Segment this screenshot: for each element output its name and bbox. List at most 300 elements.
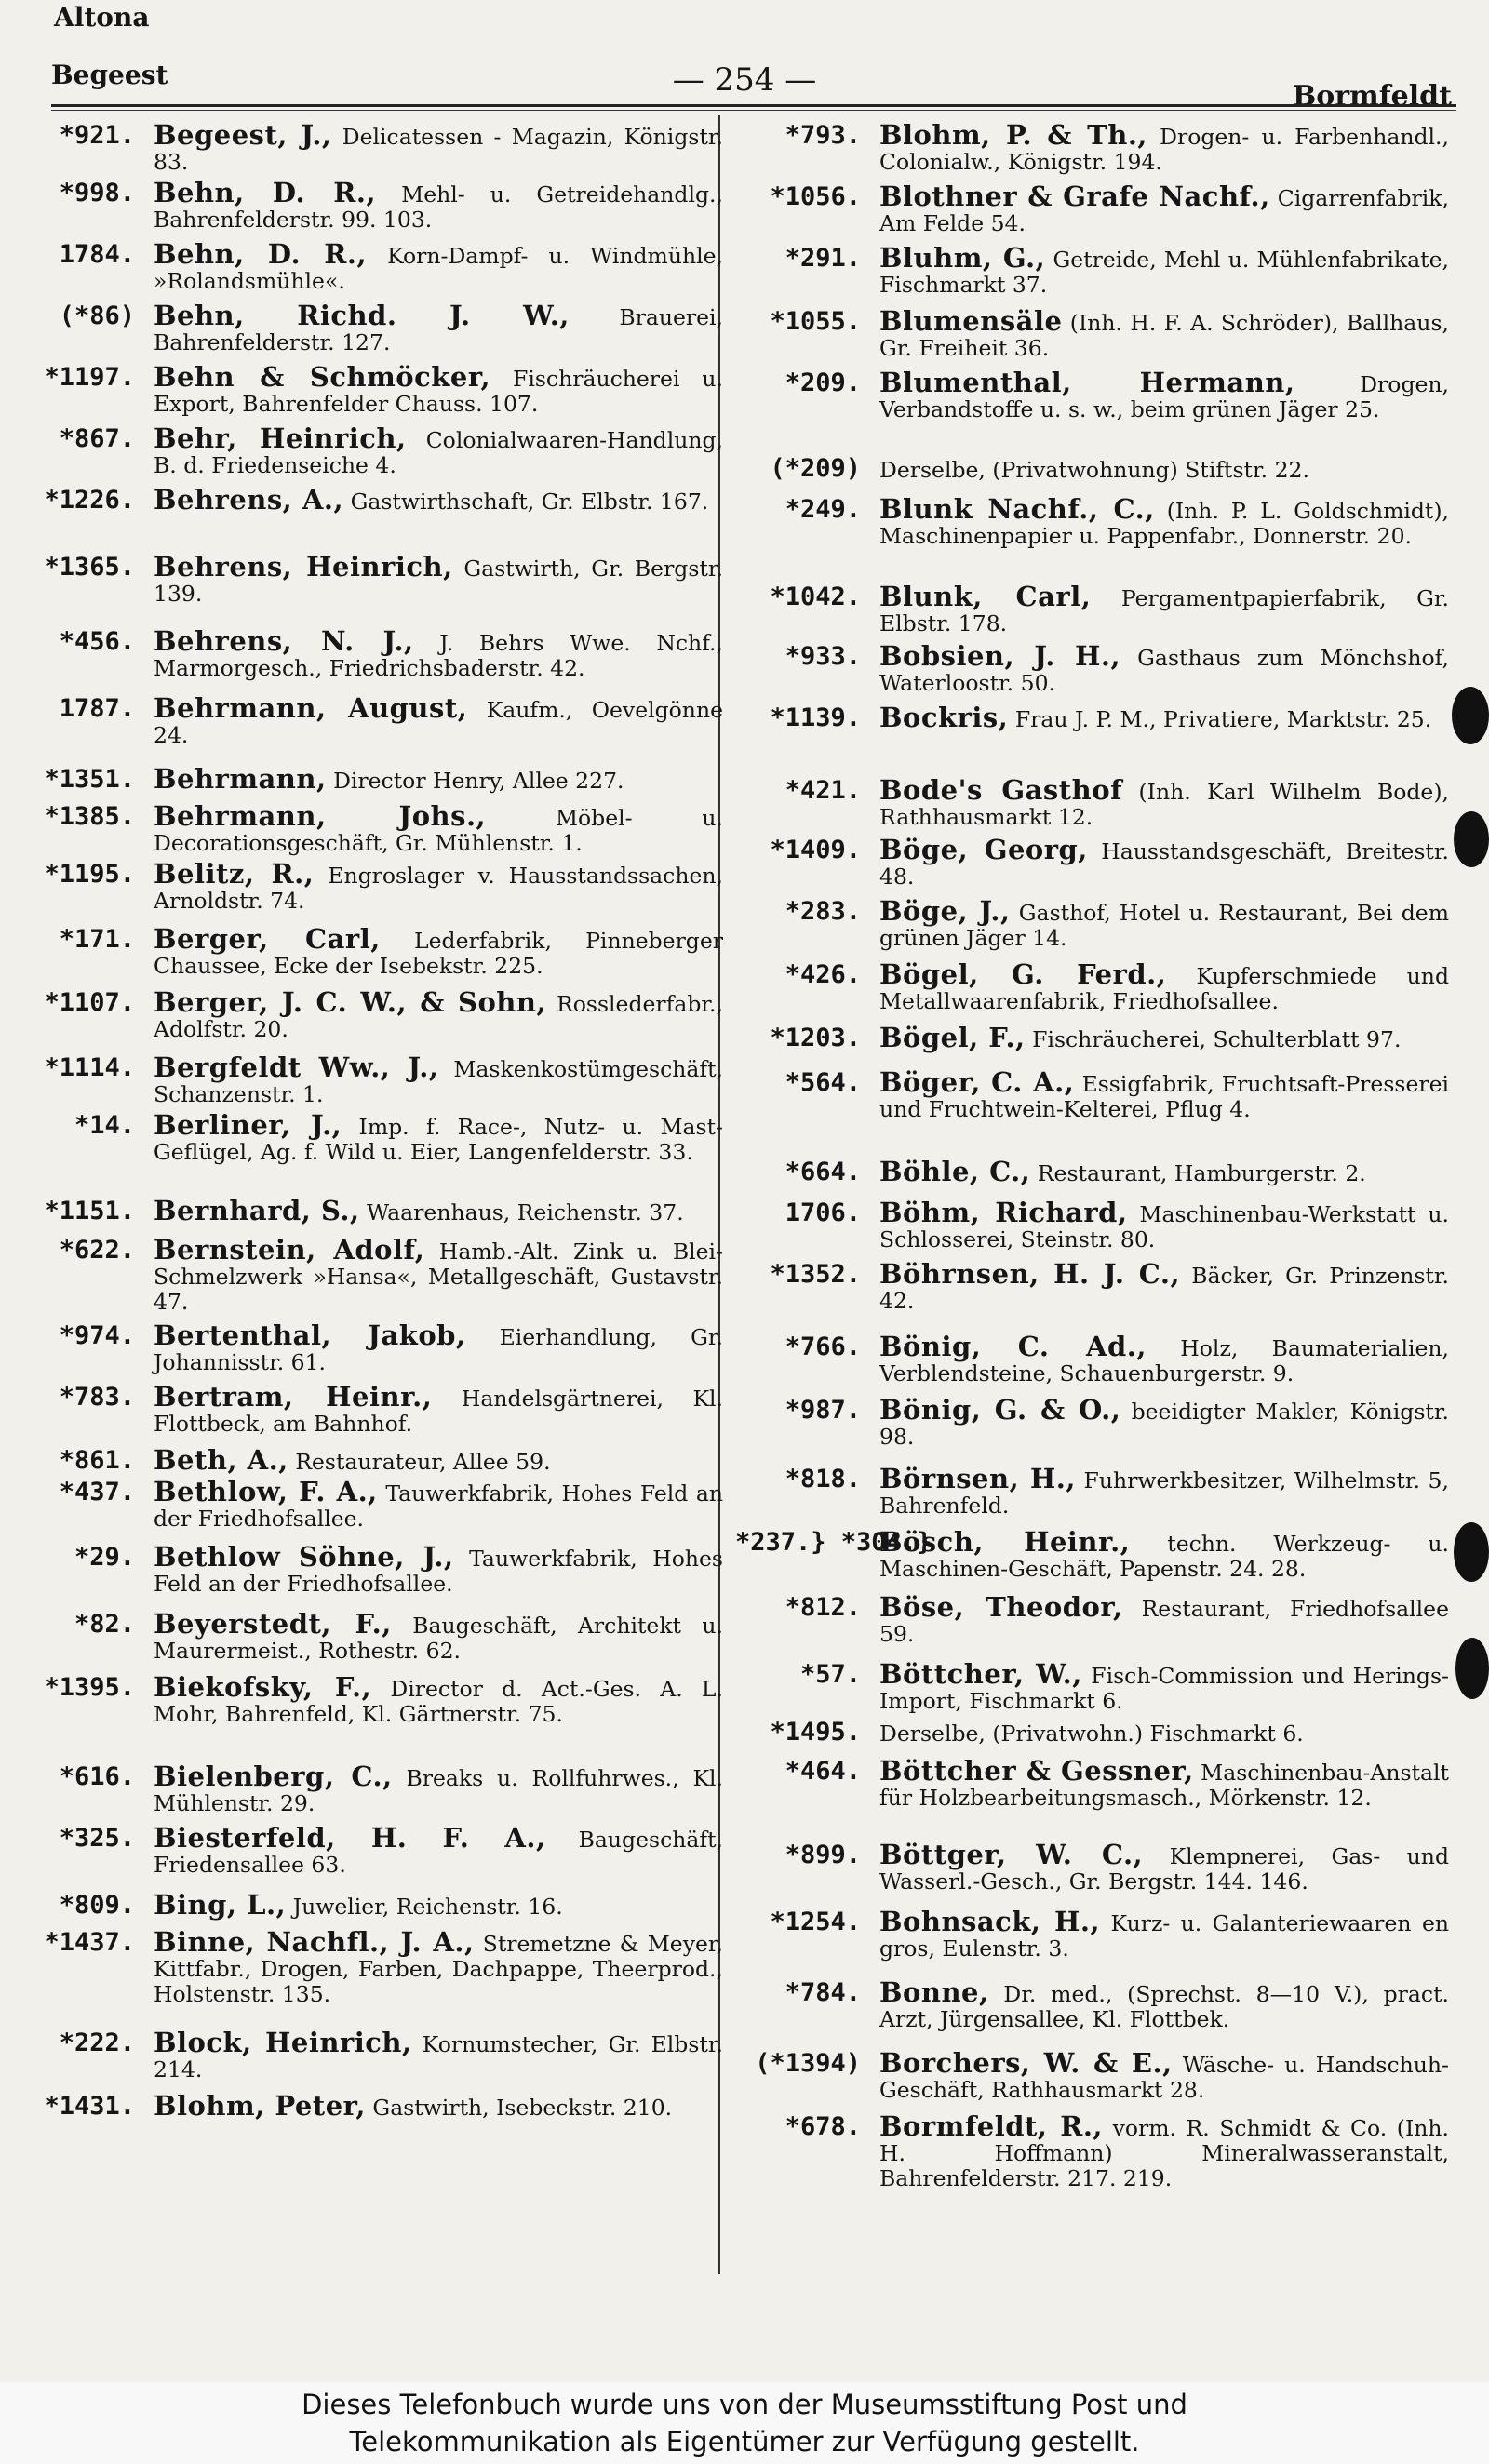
entry-text: [879, 834, 1456, 890]
phone-number: *1107.: [44, 988, 135, 1017]
directory-entry: [735, 1591, 1456, 1662]
entry-detail: Breaks u. Rollfuhrwes., Kl. Mühlenstr. 29.: [154, 1765, 723, 1816]
entry-text: [879, 181, 1456, 236]
phone-number: *809.: [59, 1891, 135, 1920]
left-column: [9, 119, 731, 2153]
directory-entry: [735, 181, 1456, 246]
entry-text: [879, 367, 1456, 422]
directory-entry: [735, 895, 1456, 962]
entry-text: [154, 763, 731, 795]
directory-entry: [735, 1658, 1456, 1720]
entry-text: [154, 119, 731, 175]
entry-detail: Kornumstecher, Gr. Elbstr. 214.: [154, 2031, 723, 2082]
entry-name: Belitz, R.,: [154, 858, 315, 890]
entry-text: [879, 640, 1456, 696]
directory-entry: [9, 923, 731, 990]
entry-text: [154, 1234, 731, 1315]
entry-text: [879, 2110, 1456, 2191]
entry-text: [879, 1658, 1456, 1714]
entry-name: Böttcher, W.,: [879, 1658, 1082, 1690]
directory-entry: [735, 1156, 1456, 1200]
entry-name: Beth, A.,: [154, 1444, 288, 1476]
entry-detail: Mehl- u. Getreidehandlg., Bahrenfelderstr. 99. 103.: [154, 181, 723, 233]
ink-blot: [1454, 811, 1489, 867]
entry-name: Bertram, Heinr.,: [154, 1381, 433, 1413]
directory-entry: [735, 2110, 1456, 2203]
phone-number: *616.: [59, 1762, 135, 1791]
phone-number: *82.: [74, 1610, 135, 1639]
header-last-entry: Bormfeldt: [1292, 80, 1452, 113]
entry-detail: Restaurateur, Allee 59.: [295, 1449, 551, 1475]
entry-detail: Drogen- u. Farbenhandl., Colonialw., Königstr. 194.: [879, 124, 1449, 175]
entry-name: Böhle, C.,: [879, 1156, 1031, 1187]
entry-text: [879, 1463, 1456, 1519]
entry-name: Bormfeldt, R.,: [879, 2110, 1104, 2142]
entry-detail: Stremetzne & Meyer, Kittfabr., Drogen, Farben, Dachpappe, Theerprod., Holstenstr. 135.: [154, 1931, 723, 2007]
directory-entry: [9, 484, 731, 555]
city-heading: Altona: [54, 2, 150, 33]
directory-entry: [9, 692, 731, 767]
entry-text: [154, 923, 731, 979]
entry-text: [879, 1906, 1456, 1962]
entry-detail: Möbel- u. Decorationsgeschäft, Gr. Mühlenstr. 1.: [154, 805, 723, 856]
phone-number: (*86): [59, 301, 135, 330]
directory-entry: [735, 1331, 1456, 1398]
entry-text: [154, 1051, 731, 1107]
phone-number: 1784.: [59, 240, 135, 269]
phone-number: *1395.: [44, 1673, 135, 1702]
directory-entry: [735, 1976, 1456, 2051]
entry-text: [154, 551, 731, 607]
directory-entry: [735, 1022, 1456, 1070]
directory-entry: [9, 2027, 731, 2094]
phone-number: *421.: [785, 776, 861, 805]
entry-detail: beeidigter Makler, Königstr. 98.: [879, 1399, 1449, 1450]
phone-number: *426.: [785, 960, 861, 989]
entry-name: Bethlow, F. A.,: [154, 1476, 378, 1507]
directory-entry: [9, 625, 731, 696]
directory-entry: [735, 958, 1456, 1025]
phone-number: *1437.: [44, 1928, 135, 1957]
entry-name: Behn & Schmöcker,: [154, 361, 491, 393]
entry-detail: Tauwerkfabrik, Hohes Feld an der Friedhofsallee.: [154, 1546, 723, 1597]
entry-text: [879, 1591, 1456, 1647]
entry-name: Böhm, Richard,: [879, 1197, 1128, 1228]
entry-detail: techn. Werkzeug- u. Maschinen-Geschäft, Papenstr. 24. 28.: [879, 1531, 1449, 1582]
phone-number: *899.: [785, 1841, 861, 1869]
header-first-entry: Begeest: [51, 60, 168, 90]
phone-number: *14.: [74, 1111, 135, 1140]
entry-name: Behrmann, Johs.,: [154, 800, 487, 832]
entry-detail: Gasthaus zum Mönchshof, Waterloostr. 50.: [879, 645, 1449, 696]
entry-text: [879, 1839, 1456, 1895]
entry-name: Behrens, Heinrich,: [154, 551, 453, 583]
entry-name: Binne, Nachfl., J. A.,: [154, 1926, 475, 1958]
phone-number: 1787.: [59, 694, 135, 723]
entry-detail: Kupferschmiede und Metallwaarenfabrik, Friedhofsallee.: [879, 963, 1449, 1014]
phone-number: *1195.: [44, 860, 135, 889]
phone-number: (*1394): [755, 2049, 861, 2078]
entry-text: [154, 1671, 731, 1727]
directory-entry: [735, 305, 1456, 370]
directory-entry: [735, 1906, 1456, 1980]
phone-number: *1365.: [44, 553, 135, 582]
entry-name: Böge, J.,: [879, 895, 1011, 927]
entry-name: Behrens, A.,: [154, 484, 344, 516]
entry-detail: Baugeschäft, Architekt u. Maurermeist., Rothestr. 62.: [154, 1613, 723, 1664]
entry-text: [879, 119, 1456, 175]
directory-entry: [735, 119, 1456, 184]
entry-text: [879, 581, 1456, 636]
entry-name: Berger, Carl,: [154, 923, 381, 955]
phone-number: *456.: [59, 627, 135, 656]
phone-number: *564.: [785, 1068, 861, 1097]
entry-detail: Derselbe, (Privatwohnung) Stiftstr. 22.: [879, 457, 1309, 483]
entry-name: Berger, J. C. W., & Sohn,: [154, 986, 547, 1018]
entry-text: [879, 305, 1456, 361]
entry-detail: Tauwerkfabrik, Hohes Feld an der Friedhofsallee.: [154, 1480, 723, 1532]
phone-number: *664.: [785, 1158, 861, 1186]
entry-detail: Gasthof, Hotel u. Restaurant, Bei dem grünen Jäger 14.: [879, 900, 1449, 951]
entry-name: Böge, Georg,: [879, 834, 1088, 865]
directory-entry: [735, 581, 1456, 644]
entry-text: [879, 1720, 1456, 1747]
directory-entry: [735, 1720, 1456, 1759]
entry-text: [879, 2047, 1456, 2103]
entry-text: [154, 177, 731, 233]
entry-text: [154, 986, 731, 1042]
entry-text: [879, 1156, 1456, 1187]
entry-detail: Derselbe, (Privatwohn.) Fischmarkt 6.: [879, 1721, 1304, 1747]
entry-name: Behrmann,: [154, 763, 327, 795]
directory-entry: [9, 800, 731, 862]
directory-entry: [9, 1608, 731, 1675]
directory-entry: [9, 1541, 731, 1612]
entry-detail: Gastwirthschaft, Gr. Elbstr. 167.: [350, 489, 709, 515]
entry-name: Bögel, F.,: [879, 1022, 1026, 1053]
entry-text: [879, 1022, 1456, 1053]
entry-text: [879, 242, 1456, 298]
entry-detail: Drogen, Verbandstoffe u. s. w., beim grünen Jäger 25.: [879, 371, 1449, 422]
entry-text: [154, 1319, 731, 1375]
entry-detail: Brauerei, Bahrenfelderstr. 127.: [154, 304, 723, 355]
entry-text: [154, 1889, 731, 1921]
entry-name: Begeest, J.,: [154, 119, 332, 151]
directory-entry: [9, 238, 731, 303]
entry-detail: Director Henry, Allee 227.: [333, 768, 624, 794]
entry-text: [154, 238, 731, 294]
directory-entry: [9, 119, 731, 181]
entry-name: Bernstein, Adolf,: [154, 1234, 425, 1265]
entry-detail: Pergamentpapierfabrik, Gr. Elbstr. 178.: [879, 585, 1449, 636]
phone-number: *29.: [74, 1543, 135, 1572]
entry-text: [879, 1197, 1456, 1252]
entry-name: Böhrnsen, H. J. C.,: [879, 1258, 1181, 1290]
phone-number: *1351.: [44, 765, 135, 794]
phone-number: *766.: [785, 1332, 861, 1361]
entry-detail: J. Behrs Wwe. Nchf., Marmorgesch., Friedrichsbaderstr. 42.: [154, 630, 723, 681]
directory-entry: [9, 361, 731, 426]
entry-text: [879, 958, 1456, 1014]
entry-text: [879, 1976, 1456, 2032]
entry-detail: Kurz- u. Galanteriewaaren en gros, Eulenstr. 3.: [879, 1910, 1449, 1962]
entry-name: Biekofsky, F.,: [154, 1671, 372, 1703]
directory-entry: [9, 763, 731, 804]
directory-entry: [735, 1755, 1456, 1842]
entry-text: [154, 1822, 731, 1878]
directory-entry: [9, 1822, 731, 1893]
entry-detail: (Inh. Karl Wilhelm Bode), Rathhausmarkt 12.: [879, 779, 1449, 830]
entry-text: [879, 1331, 1456, 1386]
entry-detail: Baugeschäft, Friedensallee 63.: [154, 1827, 723, 1878]
footer-line-2: Telekommunikation als Eigentümer zur Verfügung gestellt.: [349, 2426, 1140, 2457]
entry-detail: Klempnerei, Gas- und Wasserl.-Gesch., Gr. Bergstr. 144. 146.: [879, 1843, 1449, 1895]
entry-name: Bode's Gasthof: [879, 774, 1123, 806]
phone-number: *1114.: [44, 1053, 135, 1082]
right-column: [735, 119, 1456, 2203]
entry-text: [879, 1258, 1456, 1314]
entry-detail: (Inh. H. F. A. Schröder), Ballhaus, Gr. Freiheit 36.: [879, 310, 1449, 361]
phone-number: *861.: [59, 1446, 135, 1475]
directory-entry: [735, 493, 1456, 584]
entry-text: [154, 2090, 731, 2122]
entry-name: Bielenberg, C.,: [154, 1761, 393, 1792]
entry-text: [154, 1195, 731, 1226]
entry-detail: Engroslager v. Hausstandssachen, Arnoldstr. 74.: [154, 863, 723, 914]
directory-entry: [9, 1889, 731, 1930]
directory-entry: [735, 1839, 1456, 1909]
entry-text: [154, 1109, 731, 1165]
entry-text: [879, 456, 1456, 483]
directory-entry: [9, 1319, 731, 1385]
entry-name: Blumenthal, Hermann,: [879, 367, 1295, 398]
phone-number: *1139.: [770, 703, 861, 732]
phone-number: *1056.: [770, 182, 861, 211]
phone-number: *933.: [785, 642, 861, 671]
entry-text: [154, 361, 731, 417]
directory-entry: [9, 2090, 731, 2153]
directory-entry: [735, 1526, 1456, 1595]
entry-name: Bernhard, S.,: [154, 1195, 360, 1226]
directory-entry: [735, 242, 1456, 309]
entry-name: Böttger, W. C.,: [879, 1839, 1144, 1870]
entry-text: [154, 1761, 731, 1816]
entry-detail: Imp. f. Race-, Nutz- u. Mast-Geflügel, Ag. f. Wild u. Eier, Langenfelderstr. 33.: [154, 1114, 723, 1165]
entry-name: Blunk, Carl,: [879, 581, 1092, 612]
entry-text: [154, 484, 731, 516]
entry-text: [154, 1381, 731, 1437]
entry-name: Behrens, N. J.,: [154, 625, 414, 657]
entry-name: Bögel, G. Ferd.,: [879, 958, 1167, 990]
phone-number: *974.: [59, 1321, 135, 1350]
entry-detail: Kaufm., Oevelgönne 24.: [154, 697, 723, 748]
entry-detail: Lederfabrik, Pinneberger Chaussee, Ecke der Isebekstr. 225.: [154, 928, 723, 979]
entry-text: [154, 1476, 731, 1532]
phone-number: *464.: [785, 1757, 861, 1786]
entry-text: [154, 692, 731, 748]
entry-text: [154, 2027, 731, 2082]
entry-name: Bonne,: [879, 1976, 989, 2008]
phone-number: *1226.: [44, 486, 135, 515]
phone-number: *171.: [59, 925, 135, 954]
phone-number: *678.: [785, 2112, 861, 2141]
entry-name: Böger, C. A.,: [879, 1066, 1075, 1098]
page-number: — 254 —: [672, 61, 817, 99]
directory-entry: [735, 774, 1456, 837]
phone-number: *57.: [799, 1660, 861, 1689]
phone-number: *783.: [59, 1383, 135, 1412]
phone-number: *291.: [785, 244, 861, 273]
entry-detail: Hamb.-Alt. Zink u. Blei-Schmelzwerk »Hansa«, Metallgeschäft, Gustavstr. 47.: [154, 1239, 723, 1315]
entry-text: [154, 422, 731, 478]
directory-entry: [9, 1109, 731, 1199]
entry-name: Blohm, Peter,: [154, 2090, 366, 2122]
directory-entry: [9, 551, 731, 629]
directory-entry: [9, 300, 731, 365]
entry-name: Börnsen, H.,: [879, 1463, 1076, 1494]
entry-name: Bösch, Heinr.,: [879, 1526, 1131, 1558]
entry-name: Böse, Theodor,: [879, 1591, 1123, 1623]
directory-entry: [735, 2047, 1456, 2114]
phone-number: 1706.: [785, 1199, 861, 1227]
entry-name: Behr, Heinrich,: [154, 422, 407, 454]
entry-name: Behn, D. R.,: [154, 177, 377, 208]
directory-entry: [9, 1926, 731, 2030]
directory-entry: [9, 1381, 731, 1448]
entry-detail: Waarenhaus, Reichenstr. 37.: [367, 1199, 684, 1225]
entry-detail: Director d. Act.-Ges. A. L. Mohr, Bahrenfeld, Kl. Gärtnerstr. 75.: [154, 1676, 723, 1727]
entry-name: Bohnsack, H.,: [879, 1906, 1101, 1937]
phone-number: *1055.: [770, 307, 861, 336]
directory-entry: [9, 177, 731, 242]
entry-name: Behn, D. R.,: [154, 238, 368, 270]
ink-blot: [1455, 1638, 1489, 1699]
entry-name: Bertenthal, Jakob,: [154, 1319, 466, 1351]
directory-entry: [9, 1234, 731, 1323]
entry-detail: Cigarrenfabrik, Am Felde 54.: [879, 185, 1449, 236]
entry-detail: Colonialwaaren-Handlung, B. d. Friedenseiche 4.: [154, 427, 723, 478]
entry-text: [154, 1444, 731, 1476]
phone-number: *1352.: [770, 1260, 861, 1289]
phone-number: *784.: [785, 1978, 861, 2007]
entry-text: [879, 702, 1456, 733]
phone-number: *1385.: [44, 802, 135, 831]
directory-entry: [735, 1197, 1456, 1262]
directory-entry: [9, 422, 731, 488]
entry-detail: (Inh. P. L. Goldschmidt), Maschinenpapier u. Pappenfabr., Donnerstr. 20.: [879, 498, 1449, 549]
phone-number: *1203.: [770, 1024, 861, 1052]
phone-number: *325.: [59, 1824, 135, 1853]
phone-number: *1431.: [44, 2092, 135, 2121]
entry-text: [879, 895, 1456, 951]
entry-text: [879, 774, 1456, 830]
entry-detail: Dr. med., (Sprechst. 8—10 V.), pract. Arzt, Jürgensallee, Kl. Flottbek.: [879, 1981, 1449, 2032]
entry-text: [879, 493, 1456, 549]
entry-detail: Gastwirth, Gr. Bergstr. 139.: [154, 556, 723, 607]
phone-number: *249.: [785, 495, 861, 524]
entry-detail: Bäcker, Gr. Prinzenstr. 42.: [879, 1263, 1449, 1314]
phone-number: *209.: [785, 368, 861, 397]
entry-detail: Juwelier, Reichenstr. 16.: [292, 1894, 563, 1920]
phone-number: *437.: [59, 1478, 135, 1507]
directory-entry: [9, 1051, 731, 1113]
entry-name: Block, Heinrich,: [154, 2027, 412, 2058]
footer-line-1: Dieses Telefonbuch wurde uns von der Museumsstiftung Post und: [302, 2389, 1187, 2420]
directory-entry: [9, 986, 731, 1055]
phone-number: *237.} *304.}: [735, 1528, 932, 1557]
entry-detail: Holz, Baumaterialien, Verblendsteine, Schauenburgerstr. 9.: [879, 1335, 1449, 1386]
phone-number: *1409.: [770, 836, 861, 864]
entry-detail: Gastwirth, Isebeckstr. 210.: [372, 2095, 673, 2121]
entry-detail: Restaurant, Friedhofsallee 59.: [879, 1596, 1449, 1647]
phone-number: *283.: [785, 897, 861, 926]
entry-text: [879, 1755, 1456, 1811]
directory-entry: [9, 1761, 731, 1826]
phone-number: *1042.: [770, 583, 861, 611]
phone-number: *818.: [785, 1465, 861, 1493]
entry-text: [154, 300, 731, 355]
entry-detail: Maschinenbau-Anstalt für Holzbearbeitungsmasch., Mörkenstr. 12.: [879, 1760, 1449, 1811]
directory-entry: [735, 1394, 1456, 1466]
ink-blot: [1454, 1522, 1489, 1582]
phone-number: *1495.: [770, 1718, 861, 1747]
directory-entry: [9, 1444, 731, 1480]
entry-detail: Fisch-Commission und Herings-Import, Fischmarkt 6.: [879, 1663, 1449, 1714]
phone-number: *622.: [59, 1236, 135, 1265]
entry-detail: Eierhandlung, Gr. Johannisstr. 61.: [154, 1324, 723, 1375]
entry-detail: Korn-Dampf- u. Windmühle, »Rolandsmühle«.: [154, 243, 723, 294]
directory-entry: [9, 1476, 731, 1545]
phone-number: *222.: [59, 2029, 135, 2057]
phone-number: *1197.: [44, 363, 135, 392]
phone-number: *998.: [59, 179, 135, 208]
entry-detail: Delicatessen - Magazin, Königstr. 83.: [154, 124, 723, 175]
entry-name: Bethlow Söhne, J.,: [154, 1541, 454, 1573]
entry-name: Behrmann, August,: [154, 692, 468, 724]
entry-name: Borchers, W. & E.,: [879, 2047, 1173, 2079]
entry-detail: Rosslederfabr., Adolfstr. 20.: [154, 991, 723, 1042]
entry-text: [154, 858, 731, 914]
entry-name: Berliner, J.,: [154, 1109, 342, 1141]
directory-entry: [735, 367, 1456, 456]
directory-entry: [9, 1671, 731, 1764]
entry-text: [154, 1541, 731, 1597]
entry-detail: Fuhrwerkbesitzer, Wilhelmstr. 5, Bahrenfeld.: [879, 1467, 1449, 1519]
entry-detail: Frau J. P. M., Privatiere, Marktstr. 25.: [1014, 706, 1432, 732]
ink-blot: [1452, 687, 1489, 744]
phone-number: *793.: [785, 121, 861, 150]
entry-name: Blunk Nachf., C.,: [879, 493, 1155, 525]
phone-number: *867.: [59, 424, 135, 453]
entry-text: [154, 1926, 731, 2007]
entry-detail: Maschinenbau-Werkstatt u. Schlosserei, Steinstr. 80.: [879, 1201, 1449, 1252]
entry-detail: Restaurant, Hamburgerstr. 2.: [1037, 1160, 1366, 1186]
directory-entry: [9, 1195, 731, 1238]
phone-number: *921.: [59, 121, 135, 150]
entry-name: Bing, L.,: [154, 1889, 287, 1921]
footer-note: [0, 2382, 1489, 2464]
entry-name: Blohm, P. & Th.,: [879, 119, 1148, 151]
entry-detail: Wäsche- u. Handschuh-Geschäft, Rathhausmarkt 28.: [879, 2052, 1449, 2103]
entry-name: Blumensäle: [879, 305, 1063, 337]
directory-entry: [9, 858, 731, 927]
phone-number: *1151.: [44, 1197, 135, 1225]
entry-text: [154, 625, 731, 681]
entry-detail: vorm. R. Schmidt & Co. (Inh. H. Hoffmann) Mineralwasseranstalt, Bahrenfelderstr. 217. 219.: [879, 2115, 1450, 2191]
entry-name: Blothner & Grafe Nachf.,: [879, 181, 1270, 212]
entry-detail: Essigfabrik, Fruchtsaft-Presserei und Fruchtwein-Kelterei, Pflug 4.: [879, 1071, 1450, 1122]
entry-detail: Fischräucherei, Schulterblatt 97.: [1032, 1026, 1402, 1052]
